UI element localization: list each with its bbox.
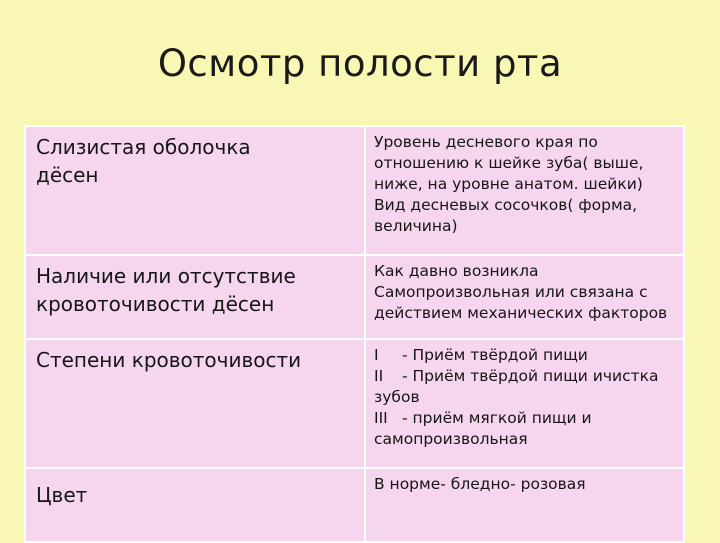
degree-text: - приём мягкой пищи и	[402, 409, 592, 427]
row-detail-cell	[365, 126, 684, 255]
degree-text-continued: самопроизвольная	[374, 430, 528, 448]
row-label-cell	[25, 126, 365, 255]
row-label-cell	[25, 339, 365, 468]
row-detail-text: ниже, на уровне анатом. шейки)	[374, 175, 643, 193]
row-label-cell	[25, 255, 365, 339]
row-label-text: кровоточивости дёсен	[36, 292, 275, 316]
table-row	[25, 339, 684, 468]
row-detail-cell	[365, 255, 684, 339]
slide-title: Осмотр полости рта	[157, 42, 563, 85]
row-detail-text: отношению к шейке зуба( выше,	[374, 154, 644, 172]
row-detail-text: Вид десневых сосочков( форма,	[374, 196, 638, 214]
degree-item	[374, 408, 677, 429]
degree-text-continued: зубов	[374, 388, 420, 406]
degree-numeral: II	[374, 367, 384, 385]
degree-item	[374, 366, 677, 387]
exam-table	[24, 125, 685, 543]
row-detail-text: Самопроизвольная или связана с	[374, 283, 648, 301]
degree-numeral: III	[374, 409, 388, 427]
row-detail-text: величина)	[374, 217, 458, 235]
row-detail-text: действием механических факторов	[374, 304, 668, 322]
degree-text: - Приём твёрдой пищи ичистка	[402, 367, 659, 385]
row-detail-text: Как давно возникла	[374, 262, 539, 280]
row-label-cell	[25, 468, 365, 542]
table-row	[25, 126, 684, 255]
degree-item	[374, 345, 677, 366]
row-label-text: Цвет	[36, 483, 88, 507]
row-detail-cell	[365, 339, 684, 468]
degree-numeral: I	[374, 346, 379, 364]
row-label-text: Слизистая оболочка	[36, 135, 251, 159]
row-detail-text: В норме- бледно- розовая	[374, 475, 586, 493]
degree-text: - Приём твёрдой пищи	[402, 346, 588, 364]
table-row	[25, 468, 684, 542]
table-row	[25, 255, 684, 339]
row-detail-cell	[365, 468, 684, 542]
row-label-text: Наличие или отсутствие	[36, 264, 296, 288]
row-label-text: Степени кровоточивости	[36, 348, 302, 372]
row-label-text: дёсен	[36, 163, 99, 187]
row-detail-text: Уровень десневого края по	[374, 133, 598, 151]
